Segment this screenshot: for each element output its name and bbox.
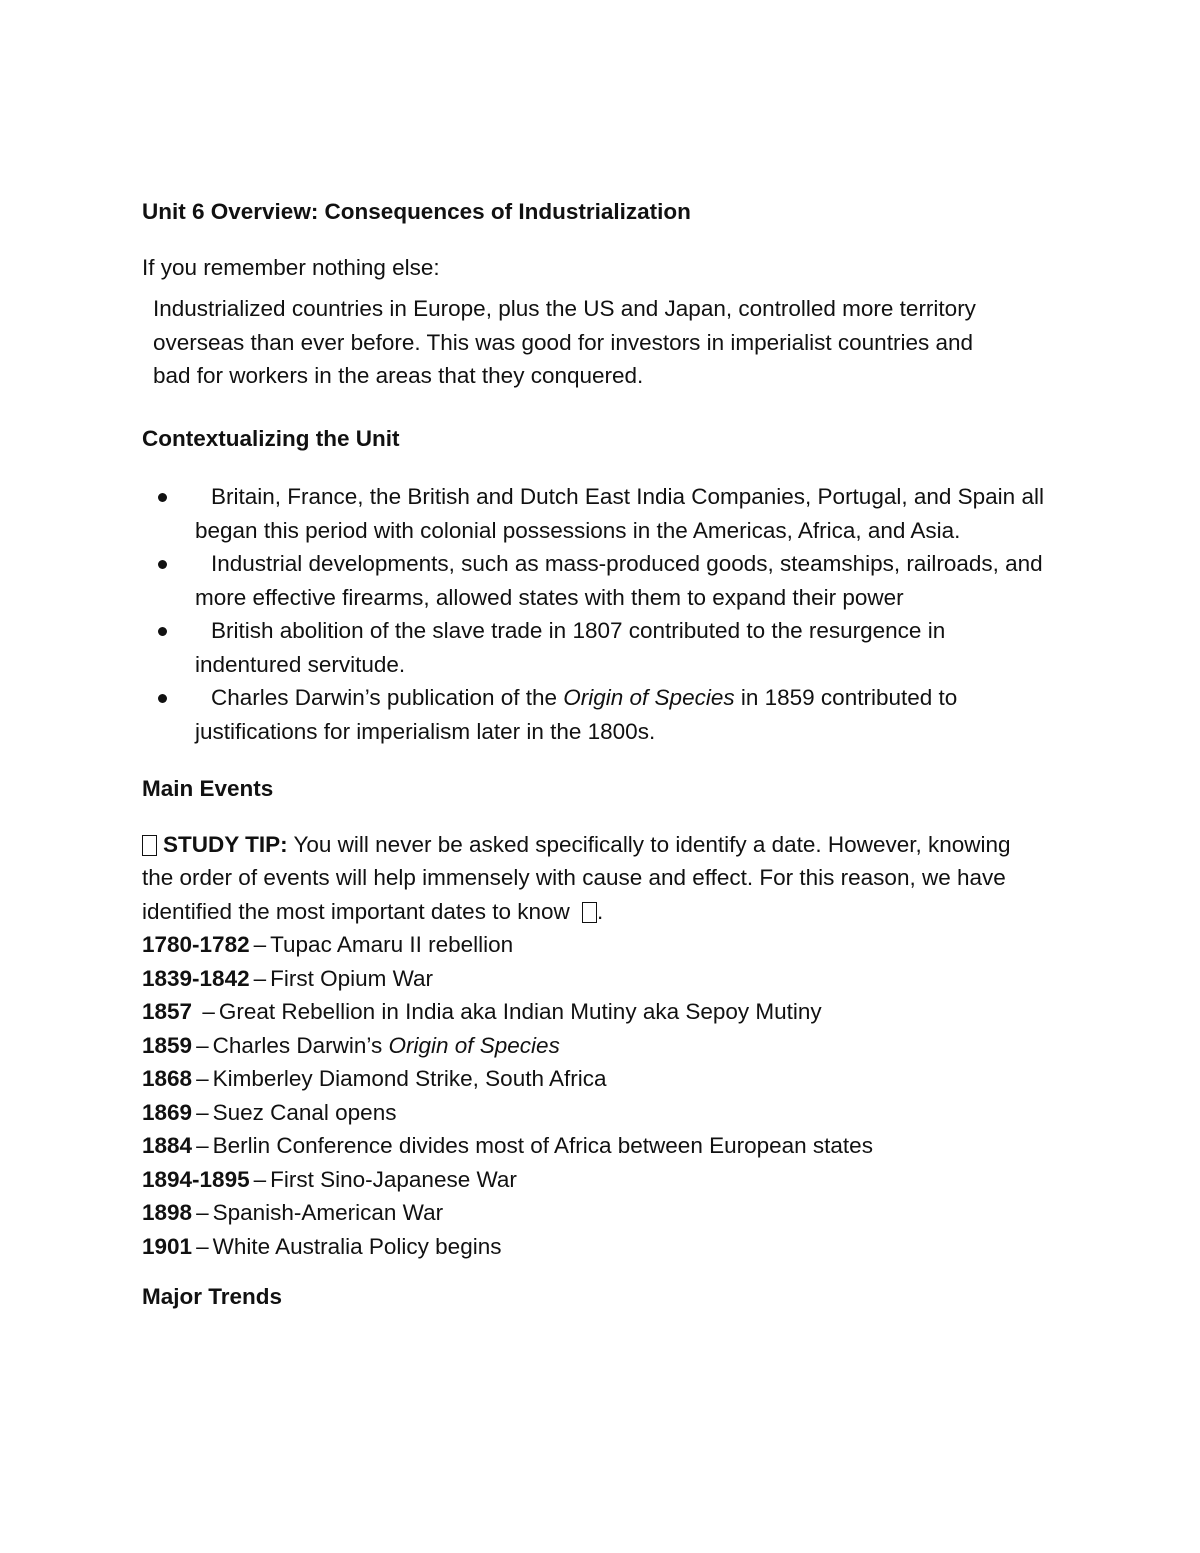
placeholder-box-icon bbox=[582, 902, 597, 923]
timeline-year: 1884 bbox=[142, 1133, 193, 1158]
timeline-dash: – bbox=[196, 1233, 209, 1259]
timeline-dash: – bbox=[196, 1066, 209, 1091]
bullet-text-content: British abolition of the slave trade in 1807 contributed to the resurgence in indentured servitude. bbox=[195, 618, 946, 677]
bullet-text-before: Charles Darwin’s publication of the bbox=[211, 685, 564, 710]
timeline-event: First Sino-Japanese War bbox=[270, 1166, 517, 1192]
bullet-text-content: Industrial developments, such as mass-produced goods, steamships, railroads, and more effective firearms, allowed states with them to expand their power bbox=[195, 551, 1043, 610]
timeline-event: White Australia Policy begins bbox=[212, 1233, 502, 1259]
placeholder-box-icon bbox=[142, 835, 157, 856]
timeline-dash: – bbox=[196, 1099, 209, 1125]
timeline-dash: – bbox=[253, 932, 267, 957]
timeline-dash: – bbox=[253, 965, 267, 991]
contextualizing-heading: Contextualizing the Unit bbox=[142, 425, 400, 451]
bullet-text bbox=[195, 480, 1050, 547]
study-tip-text: You will never be asked specifically to identify a date. However, knowing the order of events will help immensely with cause and effect. For this reason, we have identified the most important dates to know bbox=[142, 831, 1011, 924]
timeline-event: Tupac Amaru II rebellion bbox=[270, 932, 514, 957]
bullet-text-italic: Origin of Species bbox=[563, 685, 735, 710]
context-bullet-item bbox=[142, 480, 1050, 547]
bullet-icon bbox=[158, 493, 167, 502]
timeline-event: Kimberley Diamond Strike, South Africa bbox=[212, 1066, 607, 1091]
context-bullet-item bbox=[142, 547, 1050, 614]
timeline-year: 1859 bbox=[142, 1032, 193, 1058]
timeline-year: 1780-1782 bbox=[142, 932, 250, 957]
timeline-dash: – bbox=[196, 1200, 209, 1225]
timeline-item bbox=[142, 1163, 1062, 1197]
timeline-event-italic: Origin of Species bbox=[388, 1032, 560, 1058]
main-events-heading: Main Events bbox=[142, 776, 274, 801]
study-tip-end: . bbox=[596, 898, 604, 924]
bullet-text bbox=[195, 547, 1050, 614]
study-tip-label: STUDY TIP: bbox=[163, 831, 288, 857]
bullet-icon bbox=[158, 560, 167, 569]
timeline-event: Great Rebellion in India aka Indian Mutiny aka Sepoy Mutiny bbox=[218, 999, 822, 1024]
timeline-year: 1894-1895 bbox=[142, 1166, 250, 1192]
major-trends-heading: Major Trends bbox=[142, 1284, 283, 1309]
timeline-year: 1869 bbox=[142, 1099, 193, 1125]
bullet-text-content: Britain, France, the British and Dutch East India Companies, Portugal, and Spain all began this period with colonial possessions in the Americas, Africa, and Asia. bbox=[195, 484, 1044, 543]
timeline-dash: – bbox=[196, 1133, 209, 1158]
timeline-year: 1839-1842 bbox=[142, 965, 250, 991]
timeline-item bbox=[142, 1230, 1062, 1264]
document-content bbox=[142, 195, 1062, 1314]
timeline-event: Suez Canal opens bbox=[212, 1099, 397, 1125]
timeline-list bbox=[142, 928, 1062, 1263]
lead-sentence: If you remember nothing else: bbox=[142, 254, 440, 280]
timeline-event: Berlin Conference divides most of Africa between European states bbox=[212, 1133, 873, 1158]
timeline-item bbox=[142, 1129, 1062, 1163]
context-bullet-item bbox=[142, 614, 1050, 681]
timeline-item bbox=[142, 928, 1062, 962]
timeline-event: Charles Darwin’s bbox=[212, 1032, 389, 1058]
timeline-event: First Opium War bbox=[270, 965, 434, 991]
timeline-year: 1857 bbox=[142, 999, 193, 1024]
bullet-text bbox=[195, 681, 1050, 748]
context-bullet-list bbox=[142, 480, 1062, 748]
timeline-item bbox=[142, 995, 1062, 1029]
summary-paragraph: Industrialized countries in Europe, plus the US and Japan, controlled more territory overseas than ever before. This was good for investors in imperialist countries and bad for workers in the areas that they conquered. bbox=[153, 296, 976, 388]
timeline-dash: – bbox=[253, 1166, 267, 1192]
timeline-event: Spanish-American War bbox=[212, 1200, 444, 1225]
timeline-dash: – bbox=[196, 999, 215, 1024]
bullet-text-after: in 1859 contributed to justifications for imperialism later in the 1800s. bbox=[195, 685, 958, 744]
bullet-icon bbox=[158, 694, 167, 703]
document-title: Unit 6 Overview: Consequences of Industrialization bbox=[142, 199, 691, 224]
timeline-item bbox=[142, 1062, 1062, 1096]
timeline-item bbox=[142, 1196, 1062, 1230]
timeline-item bbox=[142, 1029, 1062, 1063]
timeline-year: 1898 bbox=[142, 1200, 193, 1225]
timeline-year: 1901 bbox=[142, 1233, 193, 1259]
timeline-item bbox=[142, 962, 1062, 996]
timeline-item bbox=[142, 1096, 1062, 1130]
context-bullet-item bbox=[142, 681, 1050, 748]
study-tip-paragraph bbox=[142, 828, 1047, 929]
bullet-icon bbox=[158, 627, 167, 636]
timeline-year: 1868 bbox=[142, 1066, 193, 1091]
bullet-text bbox=[195, 614, 1050, 681]
timeline-dash: – bbox=[196, 1032, 209, 1058]
